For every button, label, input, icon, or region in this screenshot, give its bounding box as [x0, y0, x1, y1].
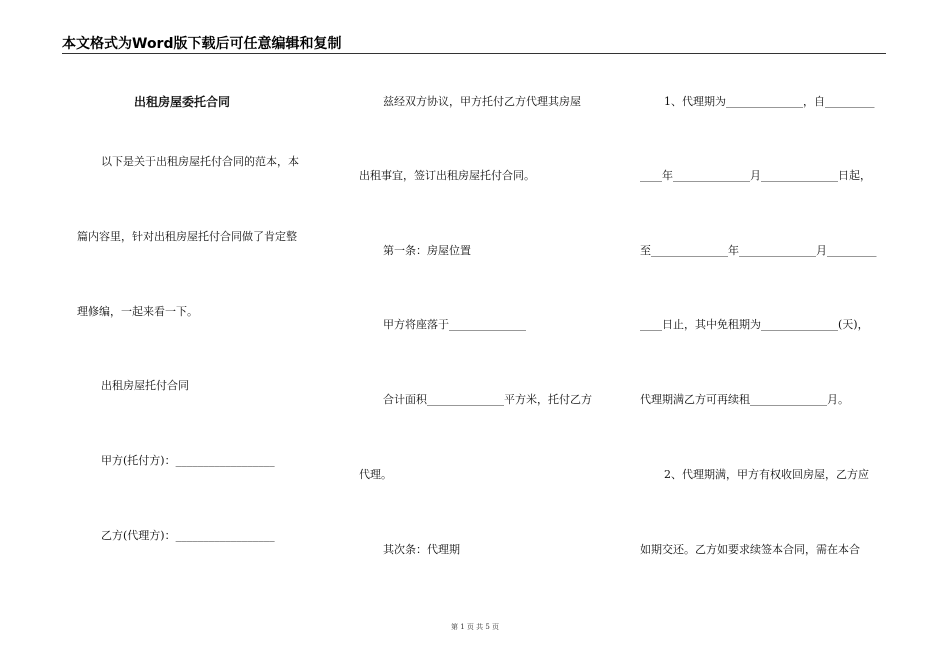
page-header — [62, 33, 886, 54]
right-line-1: 1、代理期为______________，自_________ — [664, 95, 875, 108]
right-line-4: ____日止，其中免租期为______________(天)， — [640, 318, 869, 331]
right-line-5: 代理期满乙方可再续租______________月。 — [640, 393, 849, 406]
middle-line-2: 出租事宜，签订出租房屋托付合同。 — [359, 169, 535, 182]
article-1-area-cont: 代理。 — [359, 468, 392, 481]
party-a-line: 甲方(托付方)：__________________ — [101, 454, 275, 467]
party-b-line: 乙方(代理方)：__________________ — [101, 529, 275, 542]
contract-subtitle: 出租房屋托付合同 — [101, 379, 189, 392]
article-1-heading: 第一条：房屋位置 — [383, 244, 471, 257]
right-line-3: 至______________年______________月_________ — [640, 244, 877, 257]
right-line-2: ____年______________月______________日起， — [640, 169, 871, 182]
header-text: 本文格式为Word版下载后可任意编辑和复制 — [62, 36, 342, 52]
intro-line-2: 篇内容里，针对出租房屋托付合同做了肯定整 — [77, 230, 297, 243]
intro-line-1: 以下是关于出租房屋托付合同的范本，本 — [101, 155, 299, 168]
article-1-location: 甲方将座落于______________ — [383, 318, 526, 331]
right-line-7: 如期交还。乙方如要求续签本合同，需在本合 — [640, 543, 860, 556]
page-number: 第 1 页 共 5 页 — [450, 623, 500, 631]
article-1-area: 合计面积______________平方米，托付乙方 — [383, 393, 592, 406]
article-2-heading: 其次条：代理期 — [383, 543, 460, 556]
right-line-6: 2、代理期满，甲方有权收回房屋，乙方应 — [664, 468, 869, 481]
middle-line-1: 兹经双方协议，甲方托付乙方代理其房屋 — [383, 95, 581, 108]
intro-line-3: 理修编，一起来看一下。 — [77, 305, 198, 318]
document-title: 出租房屋委托合同 — [134, 95, 231, 109]
